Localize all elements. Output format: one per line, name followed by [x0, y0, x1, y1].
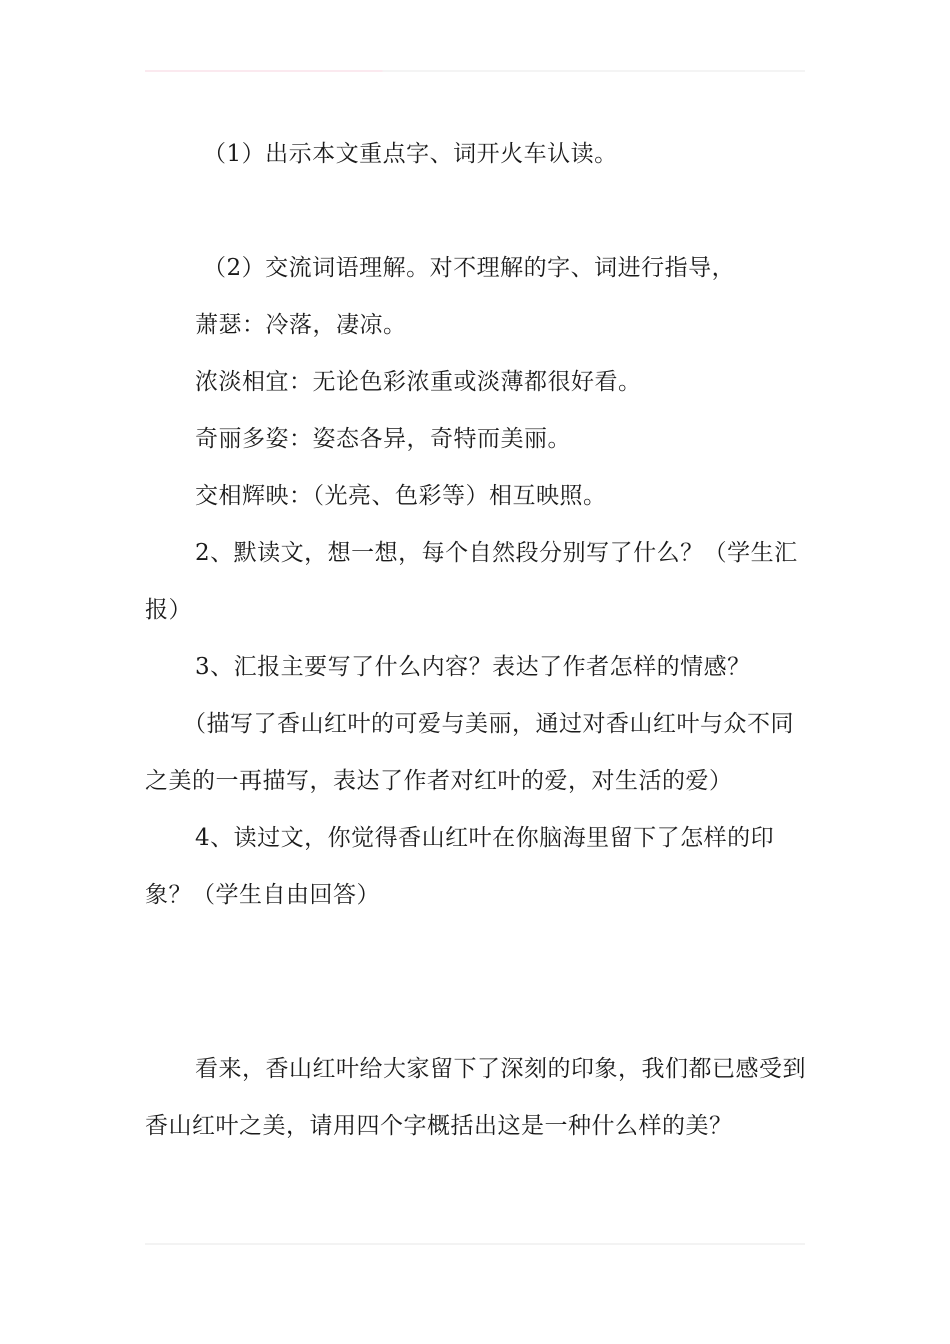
paragraph-vocab-3: 奇丽多姿：姿态各异，奇特而美丽。 [195, 426, 571, 452]
text-section-2 [145, 240, 807, 924]
paragraph-summary: 看来，香山红叶给大家留下了深刻的印象，我们都已感受到香山红叶之美，请用四个字概括出这是一种什么样的美？ [145, 1056, 806, 1139]
footer-rule [145, 1243, 805, 1245]
paragraph-question-3: 3、汇报主要写了什么内容？表达了作者怎样的情感？ [195, 654, 751, 680]
paragraph-vocab-4: 交相辉映：（光亮、色彩等）相互映照。 [195, 483, 607, 509]
paragraph-vocab-1: 萧瑟：冷落，凄凉。 [195, 312, 407, 338]
text-section-1 [145, 126, 807, 183]
paragraph-question-2: 2、默读文，想一想，每个自然段分别写了什么？（学生汇报） [145, 540, 798, 623]
text-section-3 [145, 1041, 807, 1155]
paragraph-vocab-2: 浓淡相宜：无论色彩浓重或淡薄都很好看。 [195, 369, 642, 395]
paragraph-step-2: （2）交流词语理解。对不理解的字、词进行指导， [203, 255, 736, 281]
paragraph-step-1: （1）出示本文重点字、词开火车认读。 [203, 141, 618, 167]
paragraph-answer-3: （描写了香山红叶的可爱与美丽，通过对香山红叶与众不同之美的一再描写，表达了作者对红叶的爱，对生活的爱） [145, 711, 794, 794]
header-rule [145, 70, 805, 72]
paragraph-question-4: 4、读过文，你觉得香山红叶在你脑海里留下了怎样的印象？（学生自由回答） [145, 825, 775, 908]
